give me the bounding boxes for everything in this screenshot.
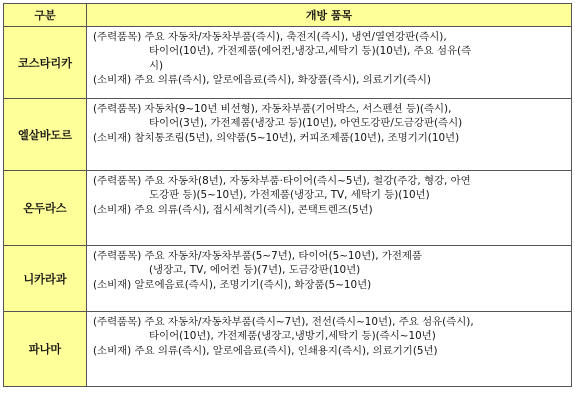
- item-line: (주력품목) 주요 자동차/자동차부품(즉시~7년), 전선(즉시~10년), 주요 섬유(즉시),: [93, 316, 474, 328]
- country-nicaragua: 니카라과: [4, 246, 87, 312]
- header-row: [4, 4, 572, 27]
- country-el-salvador: 엘살바도르: [4, 99, 87, 171]
- item-line: (소비재) 주요 의류(즉시), 알로에음료(즉시), 인쇄용지(즉시), 의료기기(5년): [93, 344, 438, 357]
- country-honduras: 온두라스: [4, 171, 87, 246]
- items-panama: [87, 312, 572, 387]
- item-line: (냉장고, TV, 에어컨 등)(7년), 도금강판(10년): [149, 264, 361, 277]
- item-line: (주력품목) 자동차(9~10년 비선형), 자동차부품(기어박스, 서스펜션 등)(즉시),: [93, 103, 452, 115]
- items-nicaragua: [87, 246, 572, 312]
- item-line: (주력품목) 주요 자동차/자동차부품(5~7년), 타이어(5~10년), 가전제품: [93, 250, 422, 262]
- item-line: (주력품목) 주요 자동차(8년), 자동차부품·타이어(즉시~5년), 철강(주강, 형강, 아연: [93, 175, 471, 187]
- table-row-el-salvador: [4, 99, 572, 171]
- item-line: (소비재) 알로에음료(즉시), 조명기기(즉시), 화장품(5~10년): [93, 278, 372, 291]
- item-line: (소비재) 주요 의류(즉시), 알로에음료(즉시), 화장품(즉시), 의료기기(즉시): [93, 74, 431, 87]
- item-line: (소비재) 주요 의류(즉시), 접시세척기(즉시), 콘택트렌즈(5년): [93, 203, 373, 216]
- header-category: 구분: [4, 4, 87, 27]
- table-row-nicaragua: [4, 246, 572, 312]
- table-row-costa-rica: [4, 27, 572, 99]
- items-honduras: [87, 171, 572, 246]
- items-el-salvador: [87, 99, 572, 171]
- items-costa-rica: [87, 27, 572, 99]
- table-row-honduras: [4, 171, 572, 246]
- item-line: 시): [149, 59, 164, 72]
- item-line: 도강판 등)(5~10년), 가전제품(냉장고, TV, 세탁기 등)(10년): [149, 189, 430, 202]
- item-line: 타이어(10년), 가전제품(냉장고,냉방기,세탁기 등)(즉시~10년): [149, 330, 436, 343]
- item-line: 타이어(3년), 가전제품(냉장고 등)(10년), 아연도강판/도금강판(즉시): [149, 117, 463, 130]
- item-line: (소비재) 참치통조림(5년), 의약품(5~10년), 커피조제품(10년), 조명기기(10년): [93, 131, 460, 144]
- header-opening-items: 개방 품목: [87, 4, 572, 27]
- country-costa-rica: 코스타리카: [4, 27, 87, 99]
- item-line: (주력품목) 주요 자동차/자동차부품(즉시), 축전지(즉시), 냉연/열연강판(즉시),: [93, 31, 447, 43]
- item-line: 타이어(10년), 가전제품(에어컨,냉장고,세탁기 등)(10년), 주요 섬유(즉: [149, 45, 472, 58]
- product-opening-table: [3, 3, 572, 387]
- table-row-panama: [4, 312, 572, 387]
- country-panama: 파나마: [4, 312, 87, 387]
